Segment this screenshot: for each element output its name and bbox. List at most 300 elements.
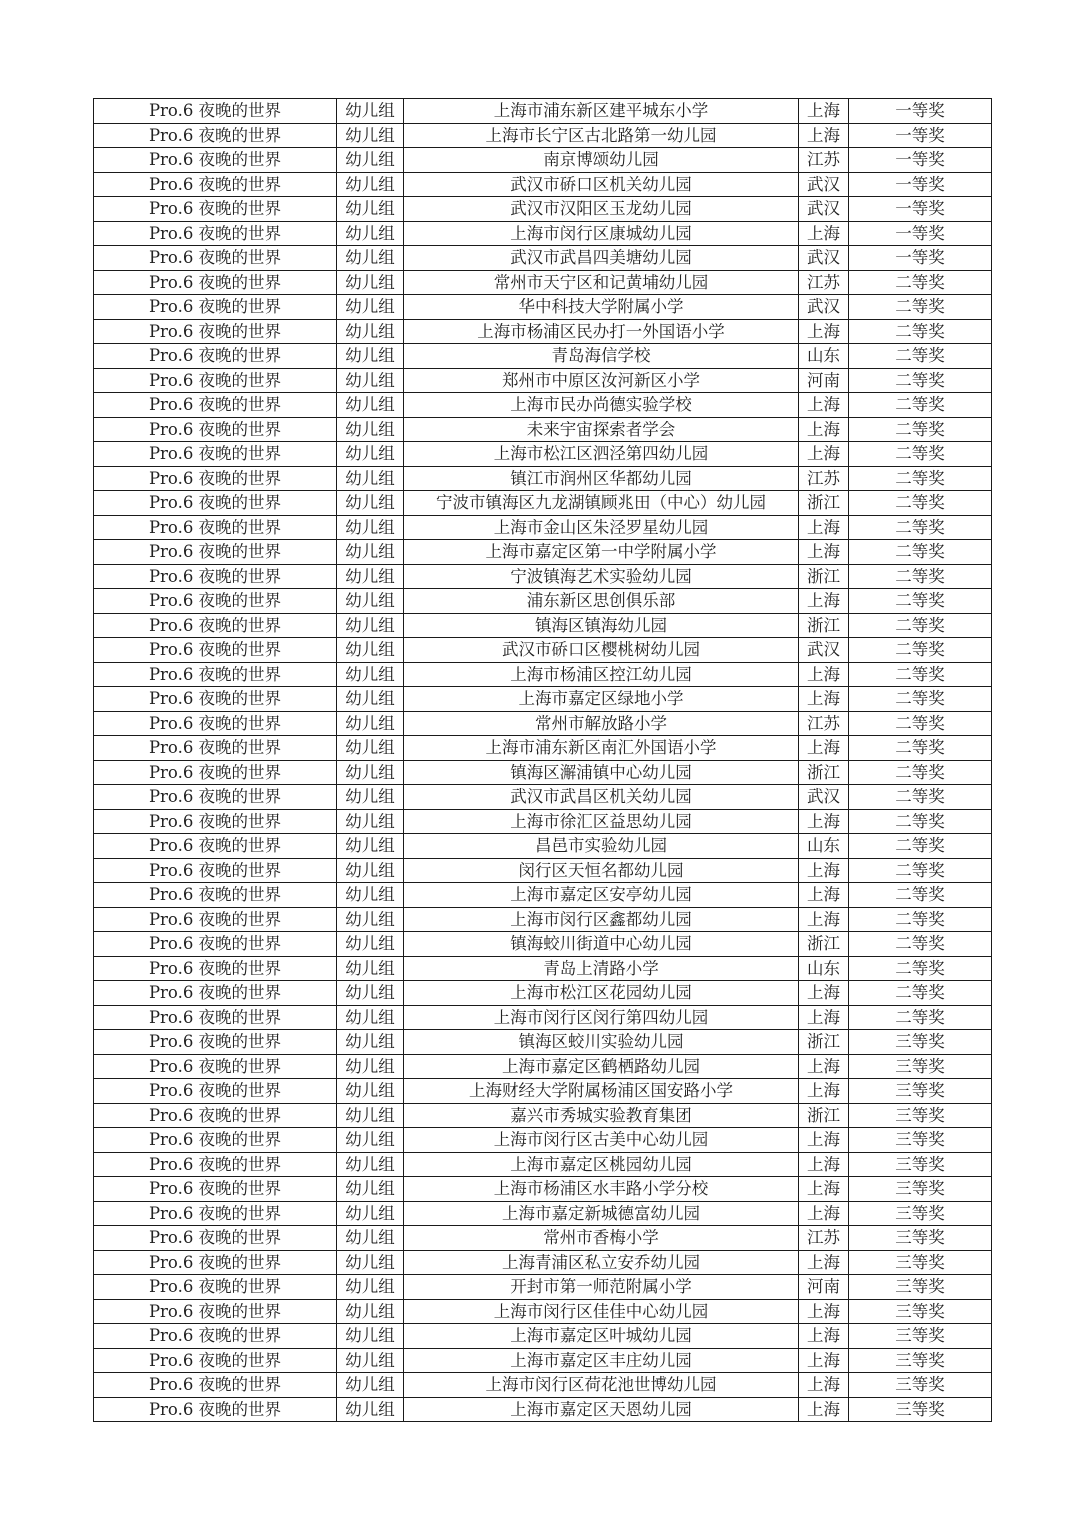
project-cell: Pro.6 夜晚的世界 xyxy=(94,858,337,883)
group-cell: 幼儿组 xyxy=(337,1079,404,1104)
school-cell: 上海市杨浦区水丰路小学分校 xyxy=(404,1177,799,1202)
school-cell: 嘉兴市秀城实验教育集团 xyxy=(404,1103,799,1128)
group-cell: 幼儿组 xyxy=(337,172,404,197)
region-cell: 武汉 xyxy=(799,246,849,271)
award-cell: 二等奖 xyxy=(849,270,992,295)
award-cell: 二等奖 xyxy=(849,393,992,418)
group-cell: 幼儿组 xyxy=(337,1324,404,1349)
school-cell: 镇海区蛟川实验幼儿园 xyxy=(404,1030,799,1055)
award-cell: 二等奖 xyxy=(849,515,992,540)
award-cell: 二等奖 xyxy=(849,589,992,614)
award-cell: 二等奖 xyxy=(849,295,992,320)
school-cell: 武汉市武昌区机关幼儿园 xyxy=(404,785,799,810)
region-cell: 上海 xyxy=(799,417,849,442)
region-cell: 上海 xyxy=(799,1348,849,1373)
group-cell: 幼儿组 xyxy=(337,540,404,565)
project-cell: Pro.6 夜晚的世界 xyxy=(94,1005,337,1030)
table-row xyxy=(94,1324,992,1349)
school-cell: 上海市嘉定区叶城幼儿园 xyxy=(404,1324,799,1349)
project-cell: Pro.6 夜晚的世界 xyxy=(94,1201,337,1226)
school-cell: 上海市松江区泗泾第四幼儿园 xyxy=(404,442,799,467)
table-row xyxy=(94,1397,992,1422)
region-cell: 江苏 xyxy=(799,466,849,491)
region-cell: 上海 xyxy=(799,662,849,687)
group-cell: 幼儿组 xyxy=(337,221,404,246)
table-row xyxy=(94,1005,992,1030)
group-cell: 幼儿组 xyxy=(337,907,404,932)
project-cell: Pro.6 夜晚的世界 xyxy=(94,834,337,859)
region-cell: 江苏 xyxy=(799,148,849,173)
region-cell: 浙江 xyxy=(799,491,849,516)
group-cell: 幼儿组 xyxy=(337,711,404,736)
award-table-container xyxy=(93,98,986,1422)
award-cell: 三等奖 xyxy=(849,1152,992,1177)
table-row xyxy=(94,197,992,222)
project-cell: Pro.6 夜晚的世界 xyxy=(94,393,337,418)
school-cell: 华中科技大学附属小学 xyxy=(404,295,799,320)
school-cell: 昌邑市实验幼儿园 xyxy=(404,834,799,859)
project-cell: Pro.6 夜晚的世界 xyxy=(94,981,337,1006)
group-cell: 幼儿组 xyxy=(337,1177,404,1202)
school-cell: 浦东新区思创俱乐部 xyxy=(404,589,799,614)
table-row xyxy=(94,589,992,614)
project-cell: Pro.6 夜晚的世界 xyxy=(94,711,337,736)
region-cell: 武汉 xyxy=(799,295,849,320)
award-cell: 二等奖 xyxy=(849,466,992,491)
school-cell: 未来宇宙探索者学会 xyxy=(404,417,799,442)
table-row xyxy=(94,319,992,344)
project-cell: Pro.6 夜晚的世界 xyxy=(94,1250,337,1275)
group-cell: 幼儿组 xyxy=(337,295,404,320)
group-cell: 幼儿组 xyxy=(337,1250,404,1275)
region-cell: 上海 xyxy=(799,319,849,344)
award-cell: 二等奖 xyxy=(849,932,992,957)
region-cell: 武汉 xyxy=(799,785,849,810)
award-cell: 一等奖 xyxy=(849,172,992,197)
project-cell: Pro.6 夜晚的世界 xyxy=(94,907,337,932)
award-table-body xyxy=(94,99,992,1422)
region-cell: 浙江 xyxy=(799,760,849,785)
group-cell: 幼儿组 xyxy=(337,515,404,540)
award-cell: 二等奖 xyxy=(849,368,992,393)
group-cell: 幼儿组 xyxy=(337,1201,404,1226)
region-cell: 上海 xyxy=(799,1324,849,1349)
award-cell: 三等奖 xyxy=(849,1275,992,1300)
table-row xyxy=(94,123,992,148)
award-cell: 三等奖 xyxy=(849,1201,992,1226)
award-cell: 二等奖 xyxy=(849,858,992,883)
region-cell: 上海 xyxy=(799,1079,849,1104)
table-row xyxy=(94,662,992,687)
project-cell: Pro.6 夜晚的世界 xyxy=(94,466,337,491)
group-cell: 幼儿组 xyxy=(337,613,404,638)
table-row xyxy=(94,491,992,516)
award-cell: 三等奖 xyxy=(849,1103,992,1128)
table-row xyxy=(94,221,992,246)
group-cell: 幼儿组 xyxy=(337,687,404,712)
award-cell: 三等奖 xyxy=(849,1054,992,1079)
region-cell: 上海 xyxy=(799,1128,849,1153)
project-cell: Pro.6 夜晚的世界 xyxy=(94,785,337,810)
group-cell: 幼儿组 xyxy=(337,442,404,467)
award-cell: 二等奖 xyxy=(849,540,992,565)
table-row xyxy=(94,613,992,638)
award-cell: 二等奖 xyxy=(849,442,992,467)
table-row xyxy=(94,295,992,320)
project-cell: Pro.6 夜晚的世界 xyxy=(94,809,337,834)
school-cell: 镇海区澥浦镇中心幼儿园 xyxy=(404,760,799,785)
award-cell: 三等奖 xyxy=(849,1397,992,1422)
region-cell: 上海 xyxy=(799,858,849,883)
school-cell: 上海市嘉定区天恩幼儿园 xyxy=(404,1397,799,1422)
school-cell: 上海市长宁区古北路第一幼儿园 xyxy=(404,123,799,148)
table-row xyxy=(94,687,992,712)
region-cell: 上海 xyxy=(799,1152,849,1177)
award-cell: 三等奖 xyxy=(849,1226,992,1251)
award-cell: 二等奖 xyxy=(849,956,992,981)
school-cell: 闵行区天恒名都幼儿园 xyxy=(404,858,799,883)
table-row xyxy=(94,564,992,589)
school-cell: 常州市天宁区和记黄埔幼儿园 xyxy=(404,270,799,295)
region-cell: 上海 xyxy=(799,1397,849,1422)
region-cell: 上海 xyxy=(799,515,849,540)
school-cell: 武汉市武昌四美塘幼儿园 xyxy=(404,246,799,271)
school-cell: 上海市闵行区佳佳中心幼儿园 xyxy=(404,1299,799,1324)
group-cell: 幼儿组 xyxy=(337,932,404,957)
project-cell: Pro.6 夜晚的世界 xyxy=(94,589,337,614)
project-cell: Pro.6 夜晚的世界 xyxy=(94,1079,337,1104)
award-cell: 一等奖 xyxy=(849,123,992,148)
award-cell: 三等奖 xyxy=(849,1373,992,1398)
award-cell: 二等奖 xyxy=(849,907,992,932)
project-cell: Pro.6 夜晚的世界 xyxy=(94,1054,337,1079)
award-table xyxy=(93,98,992,1422)
award-cell: 三等奖 xyxy=(849,1348,992,1373)
school-cell: 郑州市中原区汝河新区小学 xyxy=(404,368,799,393)
region-cell: 浙江 xyxy=(799,1103,849,1128)
region-cell: 上海 xyxy=(799,883,849,908)
award-cell: 二等奖 xyxy=(849,662,992,687)
table-row xyxy=(94,1079,992,1104)
project-cell: Pro.6 夜晚的世界 xyxy=(94,1177,337,1202)
region-cell: 上海 xyxy=(799,393,849,418)
project-cell: Pro.6 夜晚的世界 xyxy=(94,148,337,173)
table-row xyxy=(94,1128,992,1153)
project-cell: Pro.6 夜晚的世界 xyxy=(94,1348,337,1373)
group-cell: 幼儿组 xyxy=(337,1397,404,1422)
project-cell: Pro.6 夜晚的世界 xyxy=(94,613,337,638)
group-cell: 幼儿组 xyxy=(337,1299,404,1324)
school-cell: 常州市香梅小学 xyxy=(404,1226,799,1251)
school-cell: 上海市嘉定区鹤栖路幼儿园 xyxy=(404,1054,799,1079)
school-cell: 上海市杨浦区控江幼儿园 xyxy=(404,662,799,687)
table-row xyxy=(94,99,992,124)
group-cell: 幼儿组 xyxy=(337,1128,404,1153)
group-cell: 幼儿组 xyxy=(337,981,404,1006)
table-row xyxy=(94,1201,992,1226)
project-cell: Pro.6 夜晚的世界 xyxy=(94,515,337,540)
region-cell: 上海 xyxy=(799,1054,849,1079)
region-cell: 山东 xyxy=(799,956,849,981)
school-cell: 南京博颂幼儿园 xyxy=(404,148,799,173)
school-cell: 武汉市汉阳区玉龙幼儿园 xyxy=(404,197,799,222)
school-cell: 武汉市硚口区机关幼儿园 xyxy=(404,172,799,197)
table-row xyxy=(94,1103,992,1128)
school-cell: 宁波市镇海区九龙湖镇顾兆田（中心）幼儿园 xyxy=(404,491,799,516)
group-cell: 幼儿组 xyxy=(337,834,404,859)
project-cell: Pro.6 夜晚的世界 xyxy=(94,638,337,663)
table-row xyxy=(94,344,992,369)
school-cell: 宁波镇海艺术实验幼儿园 xyxy=(404,564,799,589)
school-cell: 上海市徐汇区益思幼儿园 xyxy=(404,809,799,834)
table-row xyxy=(94,883,992,908)
table-row xyxy=(94,417,992,442)
region-cell: 上海 xyxy=(799,221,849,246)
table-row xyxy=(94,809,992,834)
table-row xyxy=(94,1226,992,1251)
region-cell: 上海 xyxy=(799,1299,849,1324)
region-cell: 上海 xyxy=(799,123,849,148)
award-cell: 二等奖 xyxy=(849,344,992,369)
table-row xyxy=(94,148,992,173)
project-cell: Pro.6 夜晚的世界 xyxy=(94,442,337,467)
table-row xyxy=(94,1348,992,1373)
region-cell: 江苏 xyxy=(799,1226,849,1251)
award-cell: 一等奖 xyxy=(849,148,992,173)
project-cell: Pro.6 夜晚的世界 xyxy=(94,1152,337,1177)
group-cell: 幼儿组 xyxy=(337,1030,404,1055)
school-cell: 上海市民办尚德实验学校 xyxy=(404,393,799,418)
award-cell: 二等奖 xyxy=(849,638,992,663)
table-row xyxy=(94,785,992,810)
award-cell: 二等奖 xyxy=(849,491,992,516)
project-cell: Pro.6 夜晚的世界 xyxy=(94,736,337,761)
region-cell: 江苏 xyxy=(799,711,849,736)
table-row xyxy=(94,368,992,393)
group-cell: 幼儿组 xyxy=(337,491,404,516)
group-cell: 幼儿组 xyxy=(337,197,404,222)
group-cell: 幼儿组 xyxy=(337,662,404,687)
school-cell: 上海市嘉定区丰庄幼儿园 xyxy=(404,1348,799,1373)
region-cell: 上海 xyxy=(799,540,849,565)
award-cell: 二等奖 xyxy=(849,711,992,736)
group-cell: 幼儿组 xyxy=(337,270,404,295)
table-row xyxy=(94,760,992,785)
group-cell: 幼儿组 xyxy=(337,417,404,442)
project-cell: Pro.6 夜晚的世界 xyxy=(94,123,337,148)
award-cell: 二等奖 xyxy=(849,760,992,785)
group-cell: 幼儿组 xyxy=(337,638,404,663)
group-cell: 幼儿组 xyxy=(337,393,404,418)
region-cell: 上海 xyxy=(799,1005,849,1030)
award-cell: 二等奖 xyxy=(849,883,992,908)
group-cell: 幼儿组 xyxy=(337,883,404,908)
group-cell: 幼儿组 xyxy=(337,760,404,785)
table-row xyxy=(94,466,992,491)
group-cell: 幼儿组 xyxy=(337,319,404,344)
award-cell: 二等奖 xyxy=(849,834,992,859)
school-cell: 上海市松江区花园幼儿园 xyxy=(404,981,799,1006)
project-cell: Pro.6 夜晚的世界 xyxy=(94,1373,337,1398)
table-row xyxy=(94,1373,992,1398)
group-cell: 幼儿组 xyxy=(337,99,404,124)
award-cell: 二等奖 xyxy=(849,1005,992,1030)
table-row xyxy=(94,1250,992,1275)
region-cell: 浙江 xyxy=(799,1030,849,1055)
project-cell: Pro.6 夜晚的世界 xyxy=(94,1299,337,1324)
group-cell: 幼儿组 xyxy=(337,246,404,271)
region-cell: 河南 xyxy=(799,368,849,393)
table-row xyxy=(94,515,992,540)
award-cell: 二等奖 xyxy=(849,981,992,1006)
group-cell: 幼儿组 xyxy=(337,368,404,393)
project-cell: Pro.6 夜晚的世界 xyxy=(94,564,337,589)
school-cell: 开封市第一师范附属小学 xyxy=(404,1275,799,1300)
region-cell: 浙江 xyxy=(799,613,849,638)
region-cell: 武汉 xyxy=(799,172,849,197)
region-cell: 上海 xyxy=(799,687,849,712)
project-cell: Pro.6 夜晚的世界 xyxy=(94,1103,337,1128)
group-cell: 幼儿组 xyxy=(337,1348,404,1373)
table-row xyxy=(94,981,992,1006)
table-row xyxy=(94,1275,992,1300)
group-cell: 幼儿组 xyxy=(337,1103,404,1128)
group-cell: 幼儿组 xyxy=(337,1054,404,1079)
school-cell: 上海市嘉定区桃园幼儿园 xyxy=(404,1152,799,1177)
group-cell: 幼儿组 xyxy=(337,589,404,614)
school-cell: 上海市闵行区鑫都幼儿园 xyxy=(404,907,799,932)
project-cell: Pro.6 夜晚的世界 xyxy=(94,1226,337,1251)
award-cell: 二等奖 xyxy=(849,319,992,344)
school-cell: 镇海蛟川街道中心幼儿园 xyxy=(404,932,799,957)
table-row xyxy=(94,711,992,736)
project-cell: Pro.6 夜晚的世界 xyxy=(94,221,337,246)
table-row xyxy=(94,442,992,467)
project-cell: Pro.6 夜晚的世界 xyxy=(94,417,337,442)
award-cell: 一等奖 xyxy=(849,246,992,271)
school-cell: 镇江市润州区华都幼儿园 xyxy=(404,466,799,491)
project-cell: Pro.6 夜晚的世界 xyxy=(94,956,337,981)
award-cell: 二等奖 xyxy=(849,785,992,810)
award-cell: 三等奖 xyxy=(849,1128,992,1153)
table-row xyxy=(94,956,992,981)
group-cell: 幼儿组 xyxy=(337,858,404,883)
award-cell: 三等奖 xyxy=(849,1079,992,1104)
award-cell: 三等奖 xyxy=(849,1177,992,1202)
school-cell: 武汉市硚口区樱桃树幼儿园 xyxy=(404,638,799,663)
group-cell: 幼儿组 xyxy=(337,148,404,173)
school-cell: 上海市嘉定区第一中学附属小学 xyxy=(404,540,799,565)
award-cell: 一等奖 xyxy=(849,221,992,246)
region-cell: 江苏 xyxy=(799,270,849,295)
table-row xyxy=(94,540,992,565)
table-row xyxy=(94,1054,992,1079)
award-cell: 二等奖 xyxy=(849,687,992,712)
project-cell: Pro.6 夜晚的世界 xyxy=(94,197,337,222)
project-cell: Pro.6 夜晚的世界 xyxy=(94,540,337,565)
school-cell: 常州市解放路小学 xyxy=(404,711,799,736)
project-cell: Pro.6 夜晚的世界 xyxy=(94,883,337,908)
region-cell: 上海 xyxy=(799,809,849,834)
region-cell: 上海 xyxy=(799,1201,849,1226)
table-row xyxy=(94,1152,992,1177)
group-cell: 幼儿组 xyxy=(337,1005,404,1030)
school-cell: 镇海区镇海幼儿园 xyxy=(404,613,799,638)
table-row xyxy=(94,932,992,957)
project-cell: Pro.6 夜晚的世界 xyxy=(94,319,337,344)
region-cell: 上海 xyxy=(799,907,849,932)
group-cell: 幼儿组 xyxy=(337,1275,404,1300)
school-cell: 上海市金山区朱泾罗星幼儿园 xyxy=(404,515,799,540)
award-cell: 三等奖 xyxy=(849,1250,992,1275)
project-cell: Pro.6 夜晚的世界 xyxy=(94,368,337,393)
school-cell: 上海市嘉定新城德富幼儿园 xyxy=(404,1201,799,1226)
school-cell: 上海市闵行区荷花池世博幼儿园 xyxy=(404,1373,799,1398)
school-cell: 上海财经大学附属杨浦区国安路小学 xyxy=(404,1079,799,1104)
project-cell: Pro.6 夜晚的世界 xyxy=(94,687,337,712)
project-cell: Pro.6 夜晚的世界 xyxy=(94,760,337,785)
award-cell: 二等奖 xyxy=(849,809,992,834)
region-cell: 山东 xyxy=(799,834,849,859)
group-cell: 幼儿组 xyxy=(337,736,404,761)
award-cell: 三等奖 xyxy=(849,1030,992,1055)
project-cell: Pro.6 夜晚的世界 xyxy=(94,1128,337,1153)
region-cell: 上海 xyxy=(799,1177,849,1202)
project-cell: Pro.6 夜晚的世界 xyxy=(94,295,337,320)
table-row xyxy=(94,246,992,271)
region-cell: 上海 xyxy=(799,99,849,124)
table-row xyxy=(94,858,992,883)
school-cell: 青岛上清路小学 xyxy=(404,956,799,981)
region-cell: 上海 xyxy=(799,981,849,1006)
table-row xyxy=(94,270,992,295)
award-cell: 二等奖 xyxy=(849,564,992,589)
school-cell: 上海市嘉定区安亭幼儿园 xyxy=(404,883,799,908)
award-cell: 三等奖 xyxy=(849,1299,992,1324)
school-cell: 上海市闵行区康城幼儿园 xyxy=(404,221,799,246)
group-cell: 幼儿组 xyxy=(337,956,404,981)
award-cell: 二等奖 xyxy=(849,613,992,638)
project-cell: Pro.6 夜晚的世界 xyxy=(94,344,337,369)
project-cell: Pro.6 夜晚的世界 xyxy=(94,932,337,957)
group-cell: 幼儿组 xyxy=(337,344,404,369)
award-cell: 三等奖 xyxy=(849,1324,992,1349)
region-cell: 河南 xyxy=(799,1275,849,1300)
region-cell: 浙江 xyxy=(799,932,849,957)
region-cell: 山东 xyxy=(799,344,849,369)
group-cell: 幼儿组 xyxy=(337,785,404,810)
award-cell: 二等奖 xyxy=(849,736,992,761)
project-cell: Pro.6 夜晚的世界 xyxy=(94,1397,337,1422)
region-cell: 上海 xyxy=(799,442,849,467)
school-cell: 上海市闵行区古美中心幼儿园 xyxy=(404,1128,799,1153)
project-cell: Pro.6 夜晚的世界 xyxy=(94,662,337,687)
table-row xyxy=(94,393,992,418)
project-cell: Pro.6 夜晚的世界 xyxy=(94,1030,337,1055)
school-cell: 上海市浦东新区建平城东小学 xyxy=(404,99,799,124)
project-cell: Pro.6 夜晚的世界 xyxy=(94,246,337,271)
table-row xyxy=(94,834,992,859)
school-cell: 上海市浦东新区南汇外国语小学 xyxy=(404,736,799,761)
group-cell: 幼儿组 xyxy=(337,123,404,148)
school-cell: 上海市闵行区闵行第四幼儿园 xyxy=(404,1005,799,1030)
school-cell: 青岛海信学校 xyxy=(404,344,799,369)
region-cell: 浙江 xyxy=(799,564,849,589)
group-cell: 幼儿组 xyxy=(337,1152,404,1177)
group-cell: 幼儿组 xyxy=(337,1226,404,1251)
region-cell: 上海 xyxy=(799,1250,849,1275)
group-cell: 幼儿组 xyxy=(337,564,404,589)
